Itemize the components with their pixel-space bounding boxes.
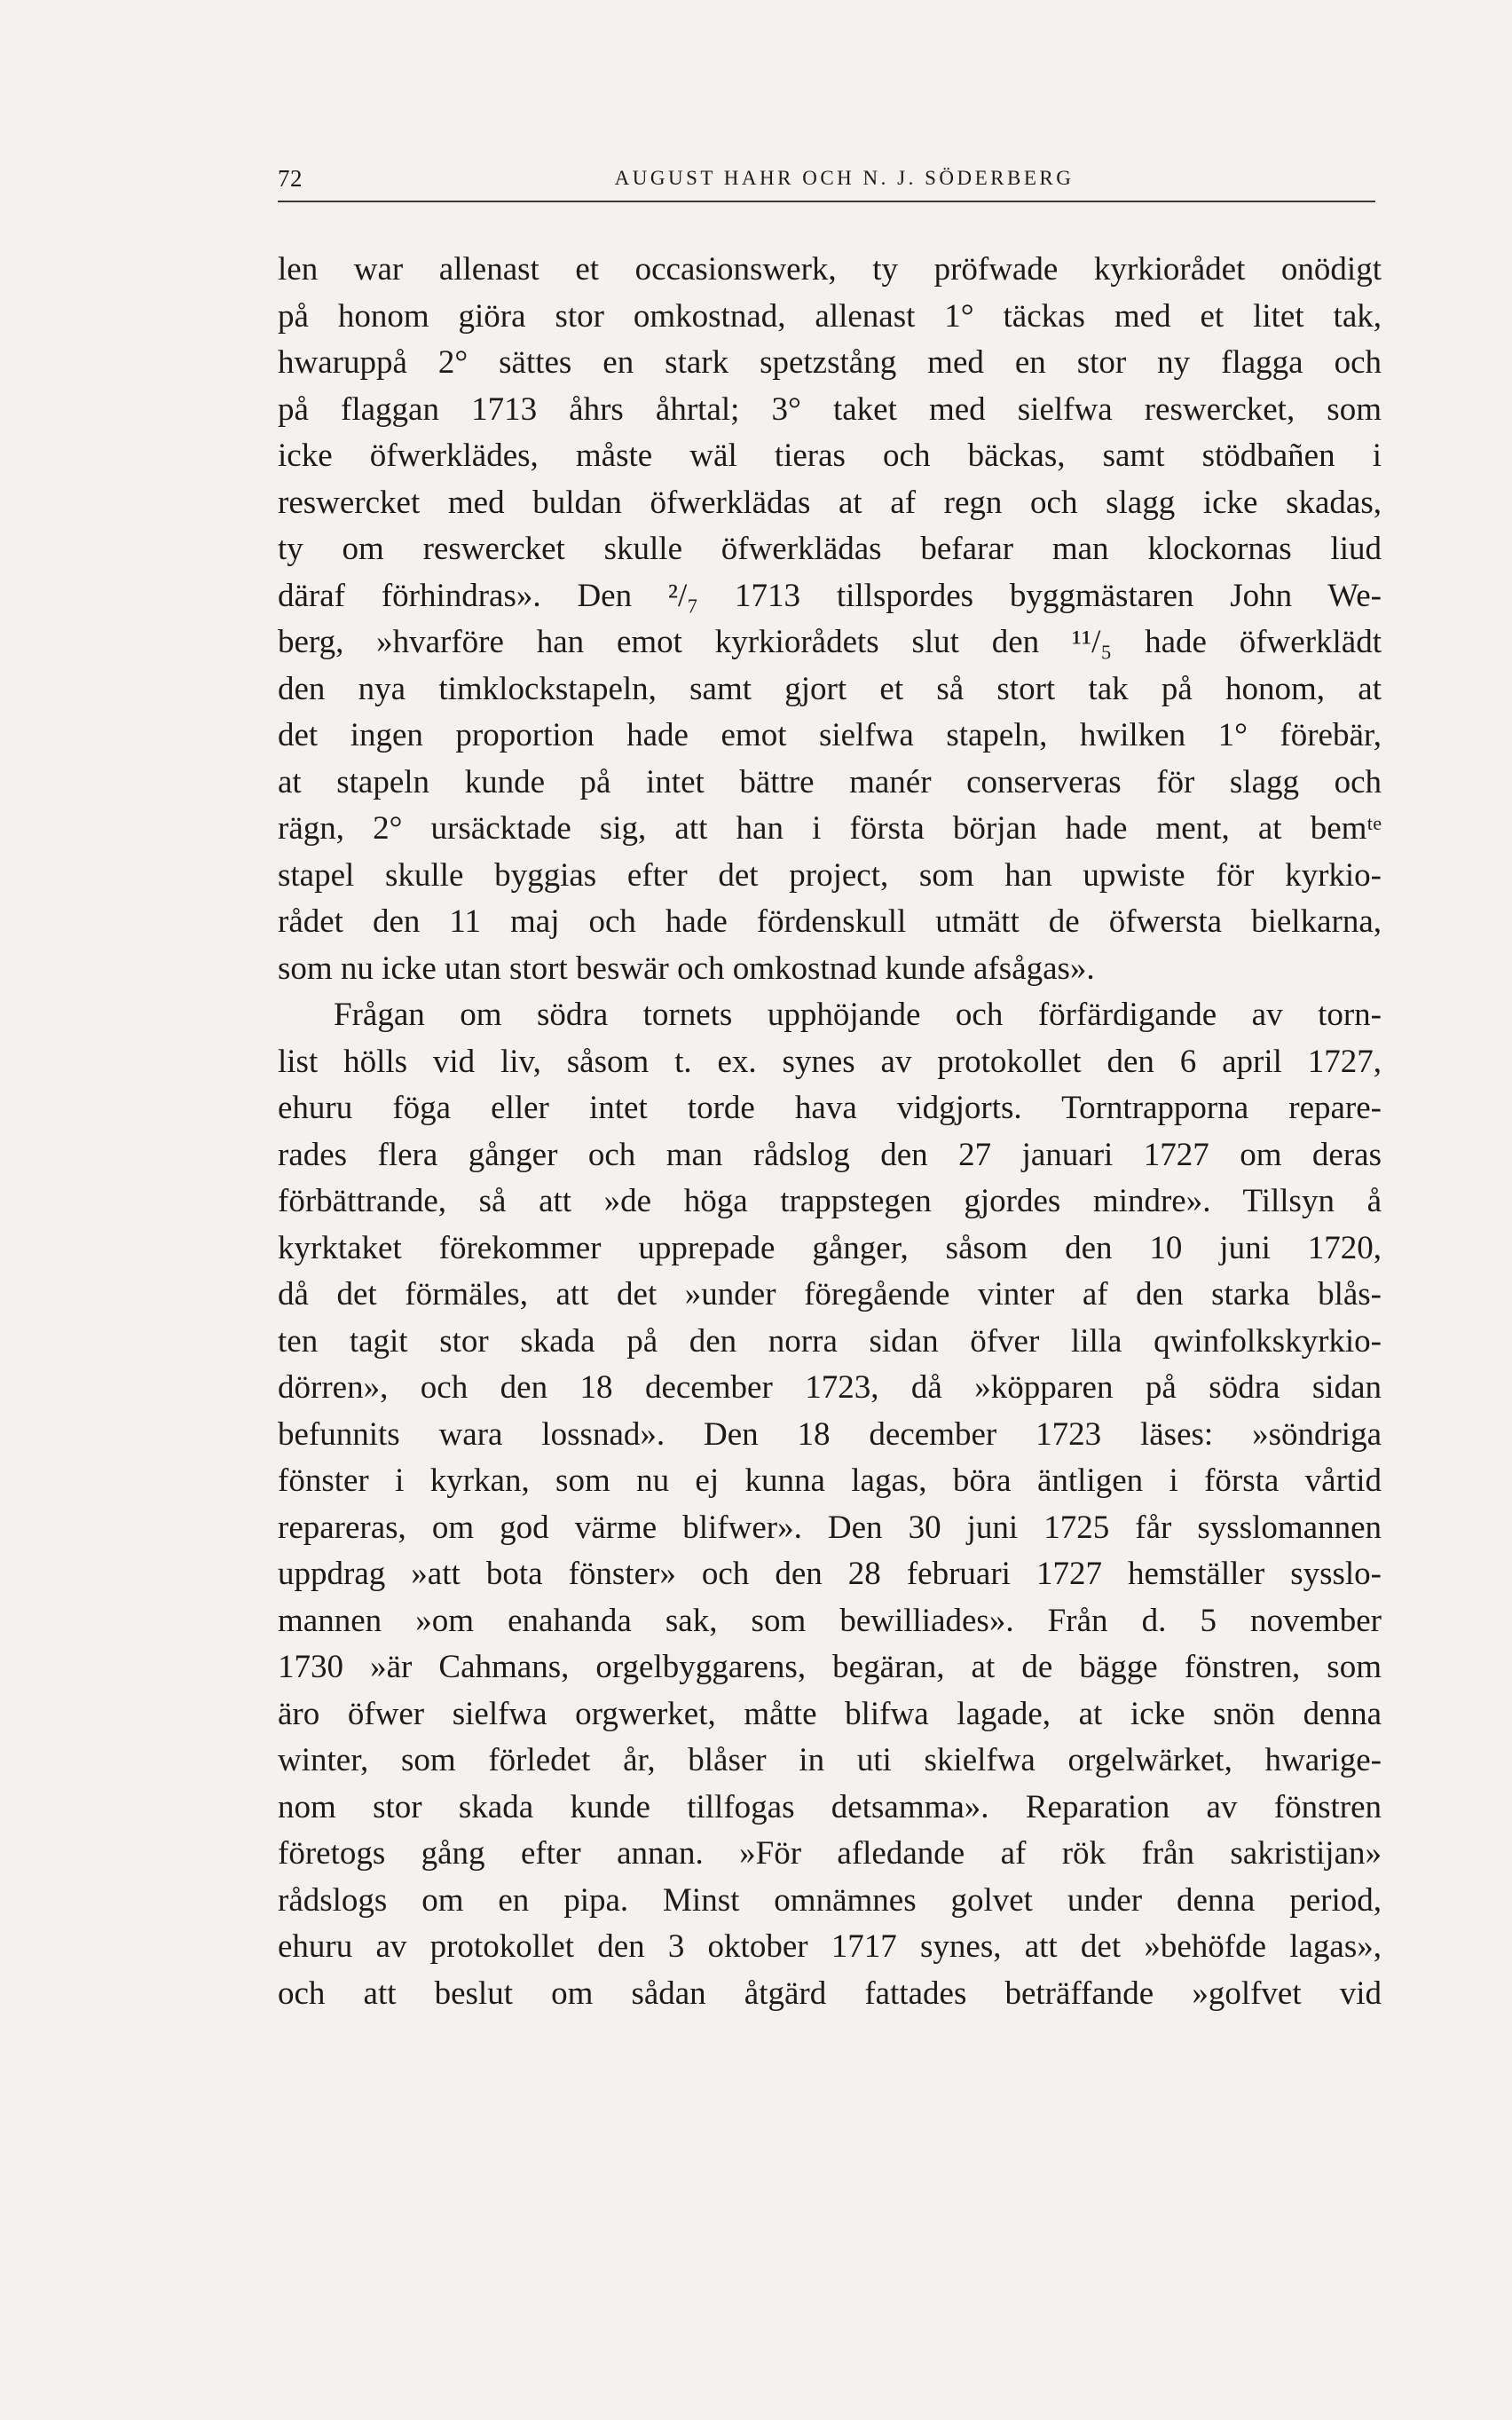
text-line: däraf förhindras». Den ²/₇ 1713 tillspordes byggmästaren John We- xyxy=(278,577,1382,614)
running-head: AUGUST HAHR OCH N. J. SÖDERBERG xyxy=(614,167,1075,189)
text-line: företogs gång efter annan. »För afledande af rök från sakristijan» xyxy=(278,1835,1382,1872)
text-line: förbättrande, så att »de höga trappstegen gjordes mindre». Tillsyn å xyxy=(278,1183,1382,1219)
text-line: mannen »om enahanda sak, som bewilliades». Från d. 5 november xyxy=(278,1602,1382,1639)
text-line: 1730 »är Cahmans, orgelbyggarens, begäran, at de bägge fönstren, som xyxy=(278,1649,1382,1685)
text-line: at stapeln kunde på intet bättre manér conserveras för slagg och xyxy=(278,763,1382,800)
text-line: äro öfwer sielfwa orgwerket, måtte blifwa lagade, at icke snön denna xyxy=(278,1695,1382,1732)
text-line: befunnits wara lossnad». Den 18 december 1723 läses: »söndriga xyxy=(278,1415,1382,1453)
text-line: den nya timklockstapeln, samt gjort et så stort tak på honom, at xyxy=(278,670,1382,707)
text-line: rades flera gånger och man rådslog den 27 januari 1727 om deras xyxy=(278,1136,1382,1173)
text-line: kyrktaket förekommer upprepade gånger, såsom den 10 juni 1720, xyxy=(278,1229,1382,1266)
text-line: ehuru föga eller intet torde hava vidgjorts. Torntrapporna repare- xyxy=(278,1090,1382,1126)
page-number: 72 xyxy=(278,165,303,192)
text-line: dörren», och den 18 december 1723, då »köpparen på södra sidan xyxy=(278,1369,1382,1406)
text-line: len war allenast et occasionswerk, ty pröfwade kyrkiorådet onödigt xyxy=(278,251,1382,288)
text-line: berg, »hvarföre han emot kyrkiorådets slut den ¹¹/₅ hade öfwerklädt xyxy=(278,624,1382,660)
text-line: repareras, om god värme blifwer». Den 30 juni 1725 får sysslomannen xyxy=(278,1509,1382,1546)
text-line: uppdrag »att bota fönster» och den 28 februari 1727 hemställer sysslo- xyxy=(278,1556,1382,1592)
text-line: och att beslut om sådan åtgärd fattades beträffande »golfvet vid xyxy=(278,1975,1382,2012)
text-line: rådet den 11 maj och hade fördenskull utmätt de öfwersta bielkarna, xyxy=(278,903,1382,940)
text-line: det ingen proportion hade emot sielfwa stapeln, hwilken 1° förebär, xyxy=(278,717,1382,753)
text-line: winter, som förledet år, blåser in uti skielfwa orgelwärket, hwarige- xyxy=(278,1742,1382,1778)
body-text xyxy=(278,247,1382,2017)
text-line: ehuru av protokollet den 3 oktober 1717 synes, att det »behöfde lagas», xyxy=(278,1928,1382,1965)
text-line: ty om reswercket skulle öfwerklädas befarar man klockornas liud xyxy=(278,531,1382,567)
text-line: på flaggan 1713 åhrs åhrtal; 3° taket med sielfwa reswercket, som xyxy=(278,390,1382,428)
text-line: ten tagit stor skada på den norra sidan öfver lilla qwinfolkskyrkio- xyxy=(278,1322,1382,1360)
text-line: stapel skulle byggias efter det project, som han upwiste för kyrkio- xyxy=(278,856,1382,894)
text-line: reswercket med buldan öfwerklädas at af regn och slagg icke skadas, xyxy=(278,484,1382,521)
text-line: list hölls vid liv, såsom t. ex. synes av protokollet den 6 april 1727, xyxy=(278,1043,1382,1080)
text-line: Frågan om södra tornets upphöjande och förfärdigande av torn- xyxy=(334,997,1382,1033)
text-line: rådslogs om en pipa. Minst omnämnes golvet under denna period, xyxy=(278,1881,1382,1919)
text-line: icke öfwerklädes, måste wäl tieras och bäckas, samt stödbañen i xyxy=(278,437,1382,474)
page-header xyxy=(278,162,1375,202)
text-line: fönster i kyrkan, som nu ej kunna lagas, böra äntligen i första vårtid xyxy=(278,1462,1382,1499)
text-line: på honom giöra stor omkostnad, allenast 1° täckas med et litet tak, xyxy=(278,297,1382,335)
text-line: nom stor skada kunde tillfogas detsamma». Reparation av fönstren xyxy=(278,1788,1382,1825)
text-line: rägn, 2° ursäcktade sig, att han i första början hade ment, at bemᵗᵉ xyxy=(278,810,1382,847)
text-line: då det förmäles, att det »under föregående vinter af den starka blås- xyxy=(278,1276,1382,1312)
text-line: hwaruppå 2° sättes en stark spetzstång med en stor ny flagga och xyxy=(278,344,1382,381)
text-line: som nu icke utan stort beswär och omkostnad kunde afsågas». xyxy=(278,950,1095,987)
